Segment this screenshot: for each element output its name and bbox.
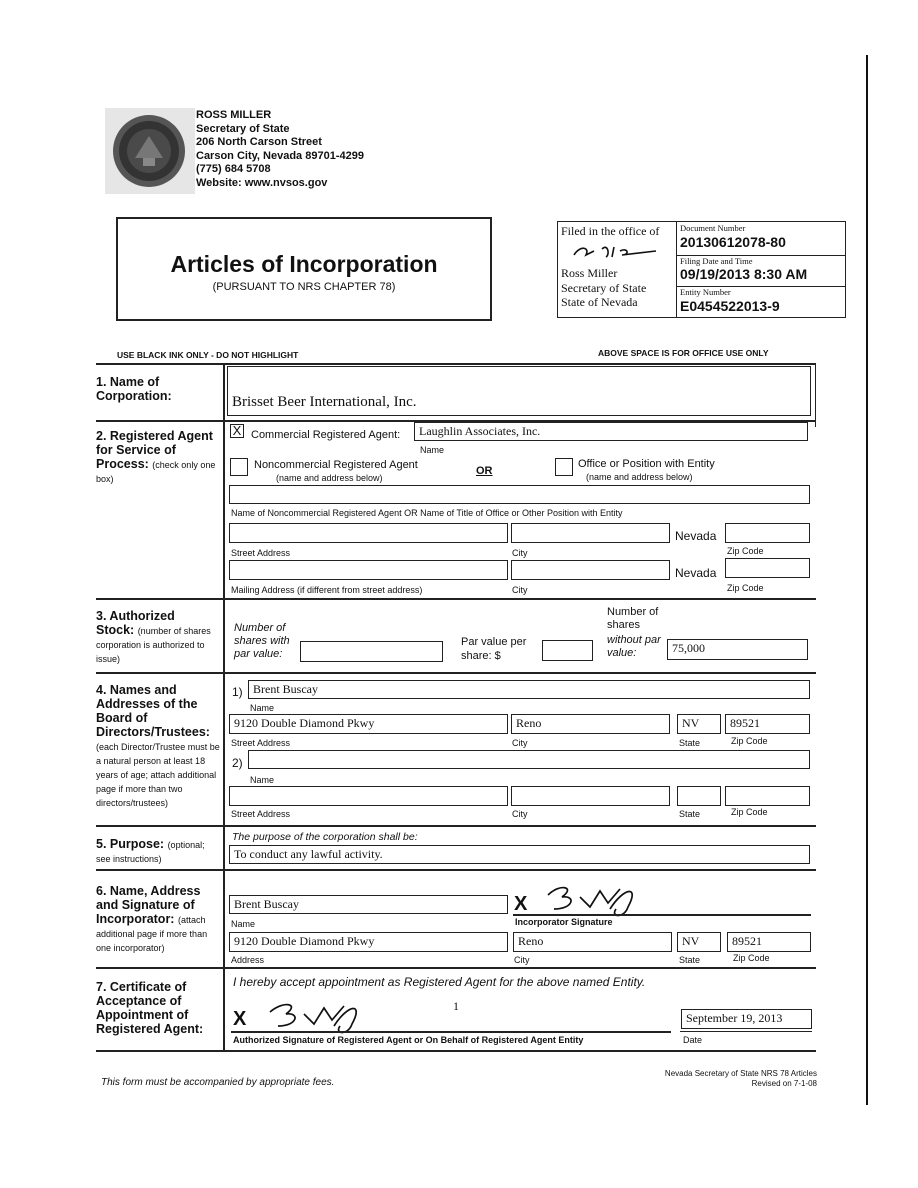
sec2-note: (check only one box) — [96, 460, 216, 484]
incorporator-state-label: State — [679, 955, 701, 965]
par-value-field[interactable] — [542, 640, 593, 661]
director1-name-label: Name — [250, 703, 275, 713]
mailing-zip-field[interactable] — [725, 558, 810, 578]
with-par-field[interactable] — [300, 641, 443, 662]
incorporator-zip-label: Zip Code — [733, 953, 770, 963]
par-value-label: Par value per share: $ — [461, 636, 527, 662]
doc-number: 20130612078-80 — [680, 234, 786, 250]
agent-signature — [262, 996, 374, 1040]
agent-city-label: City — [512, 548, 528, 558]
agent-name-field[interactable] — [229, 485, 810, 504]
revision-note-1: Nevada Secretary of State NRS 78 Articles — [664, 1069, 817, 1078]
commercial-name-label: Name — [420, 445, 445, 455]
sec5-title: 5. Purpose: (optional; see instructions) — [96, 837, 205, 864]
agent-name-label: Name of Noncommercial Registered Agent OR Name of Title of Office or Other Position with Entity — [231, 508, 623, 518]
sec6-note: (attach additional page if more than one incorporator) — [96, 915, 208, 953]
director2-name-label: Name — [250, 775, 275, 785]
state-seal — [105, 108, 195, 194]
acceptance-date-field[interactable]: September 19, 2013 — [681, 1009, 812, 1029]
commercial-agent-label: Commercial Registered Agent: — [251, 429, 401, 441]
corporation-name-field[interactable]: Brisset Beer International, Inc. — [227, 366, 811, 416]
director2-state-field[interactable] — [677, 786, 721, 806]
date-label: Filing Date and Time — [680, 256, 753, 266]
header-address2: Carson City, Nevada 89701-4299 — [196, 149, 364, 162]
agent-zip-label: Zip Code — [727, 546, 764, 556]
agent-street-label: Street Address — [231, 548, 291, 558]
agent-sign-line — [231, 1031, 671, 1033]
agent-sign-label: Authorized Signature of Registered Agent or On Behalf of Registered Agent Entity — [233, 1035, 584, 1045]
entity-number: E0454522013-9 — [680, 298, 780, 314]
sec7-title: 7. Certificate of Acceptance of Appointment of Registered Agent: — [96, 980, 204, 1036]
purpose-prompt: The purpose of the corporation shall be: — [232, 831, 418, 843]
form-subtitle: (PURSUANT TO NRS CHAPTER 78) — [212, 281, 396, 293]
incorporator-sign-x: X — [514, 893, 528, 915]
director2-number: 2) — [232, 756, 243, 770]
director2-state-label: State — [679, 809, 701, 819]
or-label: OR — [476, 465, 493, 477]
mailing-zip-label: Zip Code — [727, 583, 764, 593]
director2-city-label: City — [512, 809, 528, 819]
form-top-rule — [96, 363, 816, 365]
mailing-state-text: Nevada — [675, 566, 717, 580]
commercial-agent-field[interactable]: Laughlin Associates, Inc. — [414, 422, 808, 441]
director1-street-field[interactable]: 9120 Double Diamond Pkwy — [229, 714, 508, 734]
incorporator-zip-field[interactable]: 89521 — [727, 932, 811, 952]
noncommercial-sub: (name and address below) — [276, 473, 383, 483]
incorporator-name-label: Name — [231, 919, 256, 929]
ink-note: USE BLACK INK ONLY - DO NOT HIGHLIGHT — [117, 350, 299, 360]
signer-title: Secretary of State — [561, 280, 647, 295]
office-note: ABOVE SPACE IS FOR OFFICE USE ONLY — [598, 348, 769, 358]
office-position-checkbox[interactable] — [555, 458, 573, 476]
form-column-rule — [223, 363, 225, 1051]
without-par-label-1: Number of shares — [607, 606, 659, 631]
sec3-title: 3. Authorized Stock: (number of shares corporation is authorized to issue) — [96, 609, 211, 664]
incorporator-name-field[interactable]: Brent Buscay — [229, 895, 508, 914]
mailing-city-label: City — [512, 585, 528, 595]
director1-city-label: City — [512, 738, 528, 748]
director1-name-field[interactable]: Brent Buscay — [248, 680, 810, 699]
header-name: ROSS MILLER — [196, 109, 272, 121]
agent-state-text: Nevada — [675, 529, 717, 543]
office-position-sub: (name and address below) — [586, 472, 693, 482]
director1-number: 1) — [232, 685, 243, 699]
without-par-label-2: without par value: — [607, 634, 661, 659]
incorporator-address-field[interactable]: 9120 Double Diamond Pkwy — [229, 932, 508, 952]
header-website: Website: www.nvsos.gov — [196, 176, 328, 189]
sec4-title: 4. Names and Addresses of the Board of Directors/Trustees: (each Director/Trustee must be a natural person at least 18 years of age; attach additional page if more than two directors/trustees) — [96, 683, 220, 808]
noncommercial-agent-checkbox[interactable] — [230, 458, 248, 476]
director1-zip-field[interactable]: 89521 — [725, 714, 810, 734]
director1-zip-label: Zip Code — [731, 736, 768, 746]
director2-zip-label: Zip Code — [731, 807, 768, 817]
doc-number-label: Document Number — [680, 223, 746, 233]
acceptance-date-label: Date — [683, 1035, 703, 1045]
filing-box — [557, 221, 846, 318]
with-par-label: Number of shares with par value: — [234, 622, 290, 660]
incorporator-address-label: Address — [231, 955, 265, 965]
sec4-note: (each Director/Trustee must be a natural person at least 18 years of age; attach additional page if more than two directors/trustees) — [96, 742, 220, 808]
director2-street-label: Street Address — [231, 809, 291, 819]
form-title: Articles of Incorporation — [170, 251, 438, 277]
page-mark: 1 — [453, 999, 459, 1013]
scan-edge-line — [866, 55, 868, 1105]
header-address1: 206 North Carson Street — [196, 136, 322, 148]
mailing-street-label: Mailing Address (if different from street address) — [231, 585, 423, 595]
director1-state-label: State — [679, 738, 701, 748]
sec6-title: 6. Name, Address and Signature of Incorporator: (attach additional page if more than one incorporator) — [96, 884, 208, 953]
incorporator-sign-line — [513, 914, 811, 916]
agent-street-field[interactable] — [229, 523, 508, 543]
director2-street-field[interactable] — [229, 786, 508, 806]
director1-street-label: Street Address — [231, 738, 291, 748]
agent-sign-x: X — [233, 1008, 247, 1030]
director1-state-field[interactable]: NV — [677, 714, 721, 734]
filing-date: 09/19/2013 8:30 AM — [680, 266, 808, 282]
sec5-note: (optional; see instructions) — [96, 840, 205, 864]
form-bottom-rule — [96, 1050, 816, 1052]
signer-name: Ross Miller — [561, 266, 618, 280]
incorporator-state-field[interactable]: NV — [677, 932, 721, 952]
signer-state: State of Nevada — [561, 295, 638, 309]
header-title: Secretary of State — [196, 122, 290, 135]
director1-city-field[interactable]: Reno — [511, 714, 670, 734]
entity-label: Entity Number — [680, 287, 731, 297]
agent-city-field[interactable] — [511, 523, 670, 543]
director2-zip-field[interactable] — [725, 786, 810, 806]
mailing-city-field[interactable] — [511, 560, 670, 580]
mailing-street-field[interactable] — [229, 560, 508, 580]
director2-city-field[interactable] — [511, 786, 670, 806]
revision-note-2: Revised on 7-1-08 — [751, 1079, 817, 1088]
fees-note: This form must be accompanied by appropriate fees. — [101, 1077, 335, 1088]
purpose-field[interactable]: To conduct any lawful activity. — [229, 845, 810, 864]
without-par-field[interactable]: 75,000 — [667, 639, 808, 660]
filed-in-text: Filed in the office of — [561, 224, 660, 238]
incorporator-city-label: City — [514, 955, 530, 965]
commercial-agent-checkbox[interactable]: X — [230, 424, 244, 438]
acceptance-statement: I hereby accept appointment as Registered Agent for the above named Entity. — [233, 975, 646, 989]
sec3-note: (number of shares corporation is authorized to issue) — [96, 626, 211, 664]
agent-zip-field[interactable] — [725, 523, 810, 543]
director2-name-field[interactable] — [248, 750, 810, 769]
header-phone: (775) 684 5708 — [196, 163, 271, 175]
secretary-signature — [568, 241, 668, 263]
sec2-title: 2. Registered Agent for Service of Process: (check only one box) — [96, 429, 216, 484]
office-position-label: Office or Position with Entity — [578, 458, 715, 470]
incorporator-city-field[interactable]: Reno — [513, 932, 672, 952]
sec1-title: 1. Name of Corporation: — [96, 375, 172, 403]
noncommercial-label: Noncommercial Registered Agent — [254, 459, 418, 471]
incorporator-sign-label: Incorporator Signature — [515, 917, 613, 927]
title-box — [116, 217, 492, 321]
